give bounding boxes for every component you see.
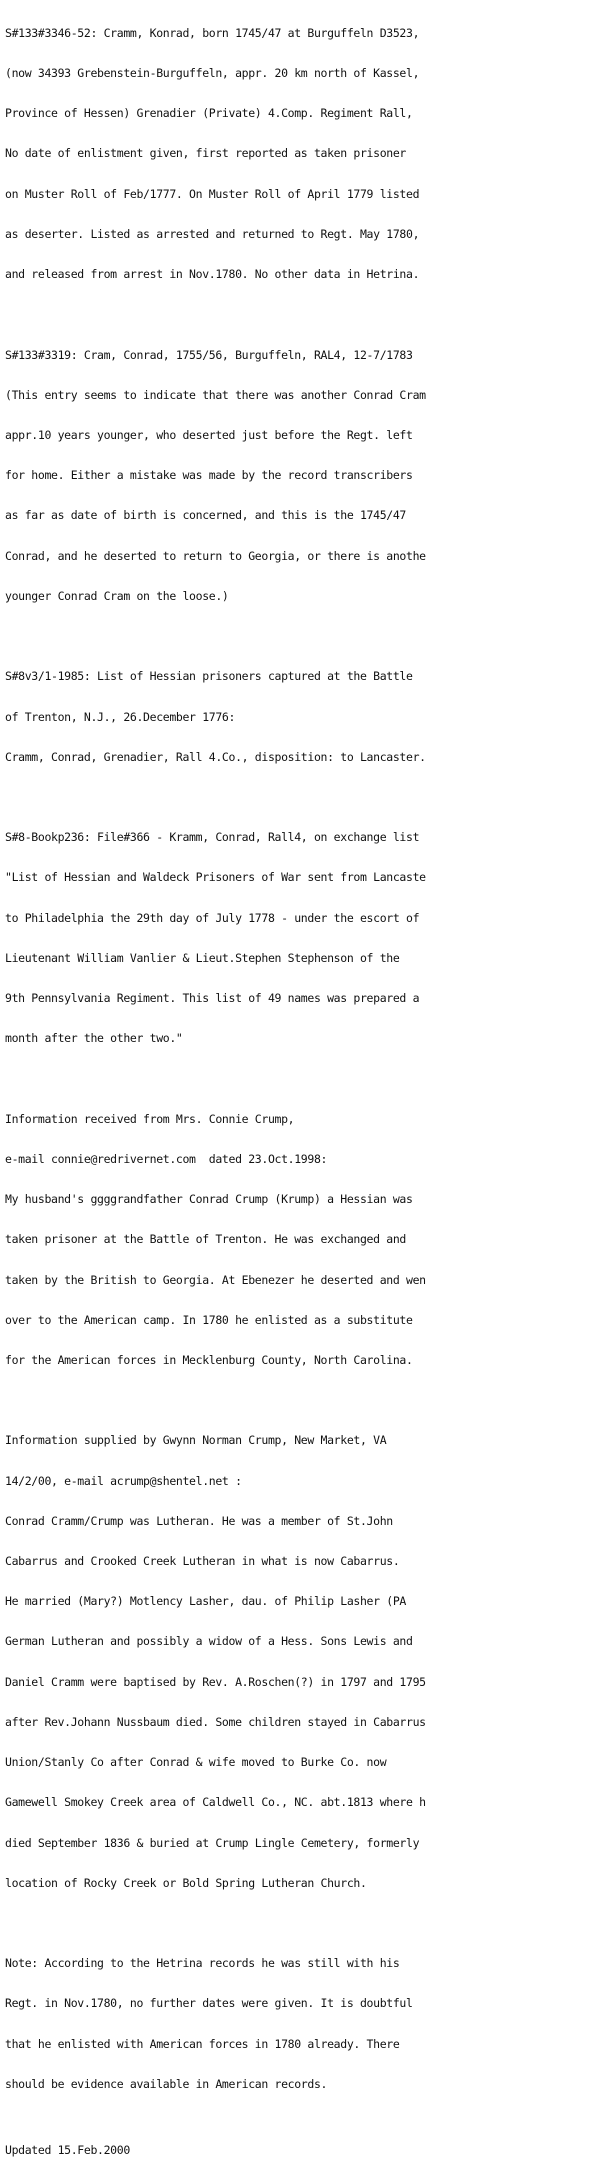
text-line: that he enlisted with American forces in 1780 already. There bbox=[5, 2036, 400, 2051]
text-line: after Rev.Johann Nussbaum died. Some children stayed in Cabarrus bbox=[5, 1714, 426, 1729]
text-line: Lieutenant William Vanlier & Lieut.Stephen Stephenson of the bbox=[5, 950, 400, 965]
text-line: taken prisoner at the Battle of Trenton. He was exchanged and bbox=[5, 1232, 406, 1247]
text-line: died September 1836 & buried at Crump Lingle Cemetery, formerly bbox=[5, 1835, 420, 1850]
text-line: Information received from Mrs. Connie Crump, bbox=[5, 1111, 295, 1126]
text-line: He married (Mary?) Motlency Lasher, dau. of Philip Lasher (PA bbox=[5, 1594, 406, 1609]
text-line: as deserter. Listed as arrested and returned to Regt. May 1780, bbox=[5, 226, 420, 241]
text-line: appr.10 years younger, who deserted just before the Regt. left bbox=[5, 427, 413, 442]
text-line: S#133#3319: Cram, Conrad, 1755/56, Burguffeln, RAL4, 12-7/1783 bbox=[5, 347, 413, 362]
text-line: Province of Hessen) Grenadier (Private) 4.Comp. Regiment Rall, bbox=[5, 106, 413, 121]
paragraph-note bbox=[5, 1930, 608, 2118]
text-line: and released from arrest in Nov.1780. No other data in Hetrina. bbox=[5, 267, 420, 282]
text-line: location of Rocky Creek or Bold Spring Lutheran Church. bbox=[5, 1875, 367, 1890]
text-line: e-mail connie@redrivernet.com dated 23.Oct.1998: bbox=[5, 1151, 328, 1166]
paragraph-hetrina-entry-3346 bbox=[5, 0, 608, 308]
text-line: Daniel Cramm were baptised by Rev. A.Roschen(?) in 1797 and 1795 bbox=[5, 1674, 426, 1689]
text-line: No date of enlistment given, first reported as taken prisoner bbox=[5, 146, 406, 161]
paragraph-hetrina-entry-3319 bbox=[5, 322, 608, 630]
text-line: German Lutheran and possibly a widow of a Hess. Sons Lewis and bbox=[5, 1634, 413, 1649]
text-line: Information supplied by Gwynn Norman Crump, New Market, VA bbox=[5, 1433, 387, 1448]
text-line: My husband's ggggrandfather Conrad Crump (Krump) a Hessian was bbox=[5, 1192, 413, 1207]
text-line: should be evidence available in American records. bbox=[5, 2076, 328, 2091]
updated-date: Updated 15.Feb.2000 bbox=[5, 2143, 130, 2158]
text-line: on Muster Roll of Feb/1777. On Muster Roll of April 1779 listed bbox=[5, 186, 420, 201]
text-line: S#8v3/1-1985: List of Hessian prisoners captured at the Battle bbox=[5, 669, 413, 684]
document-page bbox=[5, 0, 608, 2158]
text-line: Conrad, and he deserted to return to Georgia, or there is anothe bbox=[5, 548, 426, 563]
text-line: Conrad Cramm/Crump was Lutheran. He was a member of St.John bbox=[5, 1513, 393, 1528]
text-line: Regt. in Nov.1780, no further dates were given. It is doubtful bbox=[5, 1996, 413, 2011]
text-line: for home. Either a mistake was made by the record transcribers bbox=[5, 468, 413, 483]
text-line: over to the American camp. In 1780 he enlisted as a substitute bbox=[5, 1312, 413, 1327]
paragraph-info-connie-crump bbox=[5, 1086, 608, 1394]
text-line: younger Conrad Cram on the loose.) bbox=[5, 588, 229, 603]
text-line: 14/2/00, e-mail acrump@shentel.net : bbox=[5, 1473, 242, 1488]
text-line: Gamewell Smokey Creek area of Caldwell Co., NC. abt.1813 where h bbox=[5, 1795, 426, 1810]
text-line: to Philadelphia the 29th day of July 1778 - under the escort of bbox=[5, 910, 420, 925]
text-line: Cramm, Conrad, Grenadier, Rall 4.Co., disposition: to Lancaster. bbox=[5, 749, 426, 764]
text-line: 9th Pennsylvania Regiment. This list of 49 names was prepared a bbox=[5, 991, 420, 1006]
text-line: of Trenton, N.J., 26.December 1776: bbox=[5, 709, 236, 724]
text-line: Union/Stanly Co after Conrad & wife moved to Burke Co. now bbox=[5, 1755, 387, 1770]
text-line: Cabarrus and Crooked Creek Lutheran in what is now Cabarrus. bbox=[5, 1554, 400, 1569]
text-line: Note: According to the Hetrina records he was still with his bbox=[5, 1956, 400, 1971]
text-line: for the American forces in Mecklenburg County, North Carolina. bbox=[5, 1352, 413, 1367]
paragraph-info-gwynn-crump bbox=[5, 1408, 608, 1917]
text-line: month after the other two." bbox=[5, 1031, 183, 1046]
text-line: S#133#3346-52: Cramm, Konrad, born 1745/47 at Burguffeln D3523, bbox=[5, 25, 420, 40]
text-line: S#8-Bookp236: File#366 - Kramm, Conrad, Rall4, on exchange list bbox=[5, 830, 420, 845]
paragraph-trenton-prisoners bbox=[5, 643, 608, 790]
paragraph-exchange-list bbox=[5, 804, 608, 1072]
text-line: (This entry seems to indicate that there was another Conrad Cram bbox=[5, 387, 426, 402]
text-line: as far as date of birth is concerned, and this is the 1745/47 bbox=[5, 508, 406, 523]
text-line: taken by the British to Georgia. At Ebenezer he deserted and wen bbox=[5, 1272, 426, 1287]
text-line: "List of Hessian and Waldeck Prisoners of War sent from Lancaste bbox=[5, 870, 426, 885]
text-line: (now 34393 Grebenstein-Burguffeln, appr. 20 km north of Kassel, bbox=[5, 66, 420, 81]
